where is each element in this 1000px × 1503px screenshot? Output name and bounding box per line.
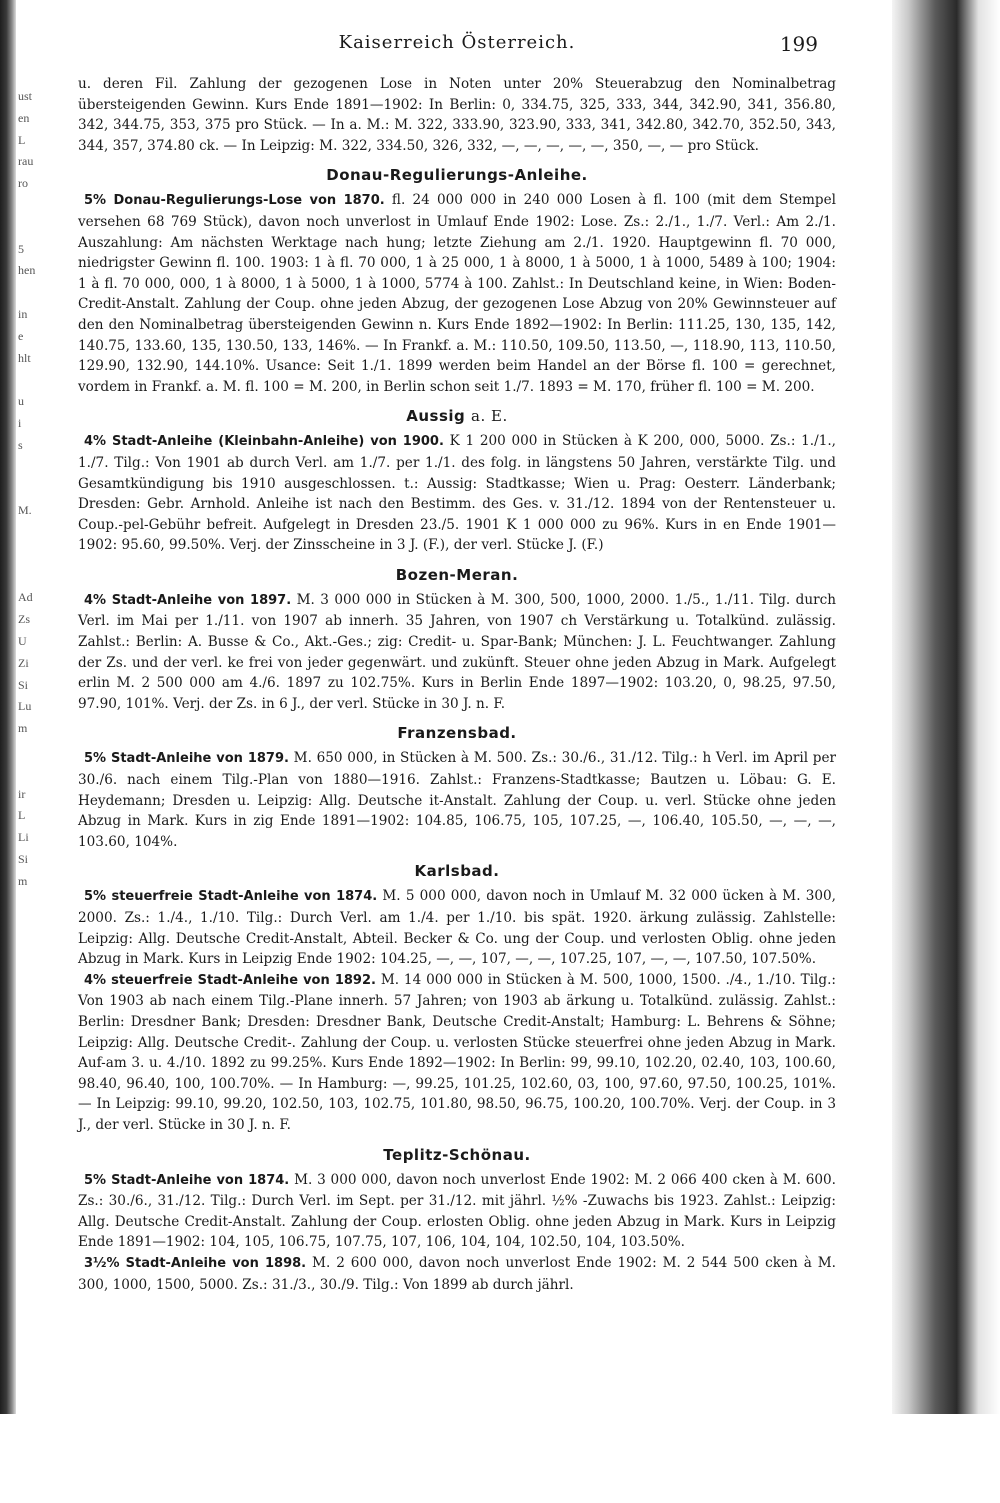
section-heading-text: Bozen-Meran. — [395, 565, 519, 584]
sections-container — [78, 166, 836, 1295]
loan-entry — [78, 748, 836, 852]
loan-title: 5% Stadt-Anleihe von 1874. — [84, 1172, 290, 1188]
margin-fragment: Lu — [18, 699, 32, 714]
section-heading-text: Aussig — [406, 407, 466, 426]
margin-fragment — [18, 1307, 68, 1329]
loan-title: 4% steuerfreie Stadt-Anleihe von 1892. — [84, 972, 376, 988]
margin-fragment: en — [18, 110, 30, 125]
margin-fragment — [18, 1176, 68, 1198]
margin-fragment: Si — [18, 677, 29, 692]
margin-fragment: m — [18, 721, 28, 736]
running-head — [78, 32, 836, 60]
section-heading — [78, 407, 836, 425]
margin-fragment — [18, 1089, 68, 1111]
margin-fragment — [18, 282, 68, 304]
margin-fragment — [18, 478, 68, 500]
loan-entry — [78, 1253, 836, 1295]
margin-fragment — [18, 1241, 68, 1263]
margin-fragment: Si — [18, 851, 29, 866]
margin-fragment — [18, 892, 68, 914]
margin-fragment — [18, 1416, 68, 1438]
margin-fragment: rau — [18, 154, 34, 169]
margin-fragment — [18, 1001, 68, 1023]
loan-title: 4% Stadt-Anleihe (Kleinbahn-Anleihe) von 1900. — [84, 434, 444, 450]
margin-fragment — [18, 1154, 68, 1176]
loan-title: 5% steuerfreie Stadt-Anleihe von 1874. — [84, 889, 378, 905]
loan-entry — [78, 431, 836, 556]
loan-details: M. 2 600 000, davon noch unverlost Ende 1902: M. 2 544 500 cken à M. 300, 1000, 1500, 5000. Zs.: 31./3., 30./9. Tilg.: Von 1899 ab durch jährl. — [78, 1254, 836, 1293]
margin-fragment: 5 — [18, 241, 24, 256]
section-heading-text: Donau-Regulierungs-Anleihe. — [326, 166, 588, 185]
margin-fragment: Li — [18, 830, 29, 845]
page-number: 199 — [779, 32, 818, 56]
margin-fragment — [18, 762, 68, 784]
loan-title: 3½% Stadt-Anleihe von 1898. — [84, 1255, 307, 1271]
margin-fragment — [18, 217, 68, 239]
margin-fragment: hen — [18, 263, 36, 278]
section-heading — [78, 724, 836, 742]
margin-fragment — [18, 1481, 68, 1503]
margin-fragment — [18, 195, 68, 217]
binding-shadow-left — [0, 0, 16, 1414]
cropped-margin-fragments — [18, 86, 68, 1503]
margin-fragment — [18, 1045, 68, 1067]
margin-fragment — [18, 1328, 68, 1350]
margin-fragment: M. — [18, 503, 32, 518]
section-heading-text: Karlsbad. — [414, 862, 500, 881]
running-title: Kaiserreich Österreich. — [338, 32, 576, 53]
margin-fragment: L — [18, 132, 26, 147]
margin-fragment — [18, 369, 68, 391]
margin-fragment: ir — [18, 786, 26, 801]
loan-entry — [78, 970, 836, 1136]
margin-fragment — [18, 958, 68, 980]
loan-entry — [78, 190, 836, 397]
margin-fragment — [18, 544, 68, 566]
loan-entry — [78, 886, 836, 969]
loan-title: 4% Stadt-Anleihe von 1897. — [84, 592, 292, 608]
margin-fragment — [18, 980, 68, 1002]
margin-fragment: Zi — [18, 655, 29, 670]
margin-fragment — [18, 1132, 68, 1154]
loan-entry — [78, 1170, 836, 1253]
section-heading — [78, 166, 836, 184]
margin-fragment — [18, 1372, 68, 1394]
margin-fragment: hlt — [18, 350, 31, 365]
margin-fragment — [18, 936, 68, 958]
section-heading-text: Teplitz-Schönau. — [383, 1145, 531, 1164]
margin-fragment — [18, 522, 68, 544]
loan-title: 5% Donau-Regulierungs-Lose von 1870. — [84, 193, 385, 209]
margin-fragment — [18, 1110, 68, 1132]
margin-fragment — [18, 1067, 68, 1089]
margin-fragment — [18, 1219, 68, 1241]
margin-fragment: u — [18, 394, 24, 409]
loan-entry — [78, 590, 836, 715]
margin-fragment — [18, 566, 68, 588]
loan-details: M. 650 000, in Stücken à M. 500. Zs.: 30./6., 31./12. Tilg.: h Verl. im April per 30./6. nach einem Tilg.-Plan von 1880—1916. Zahlst.: Franzens-Stadtkasse; Bautzen u. Löbau: G. E. Heydemann; Dresden u. Leipzig: Allg. Deutsche it-Anstalt. Zahlung der Coup. u. verl. Stücke ohne jeden Abzug in Mark. Kurs in zig Ende 1891—1902: 104.85, 106.75, 105, 107.25, —, 106.40, 105.50, —, —, —, 103.60, 104%. — [78, 750, 836, 850]
loan-details: M. 3 000 000 in Stücken à M. 300, 500, 1000, 2000. 1./5., 1./11. Tilg. durch Verl. im Mai per 1./11. von 1907 ab innerh. 35 Jahren, von 1907 ch Verstärkung u. Totalkünd. zulässig. Zahlst.: Berlin: A. Busse & Co., Akt.-Ges.; zig: Credit- u. Spar-Bank; München: J. L. Feuchtwanger. Zahlung der Zs. und der verl. ke frei von jeder gegenwärt. und zukünft. Steuer ohne jeden Abzug in Mark. Aufgelegt erlin M. 2 500 000 am 4./6. 1897 zu 102.75%. Kurs in Berlin Ende 1897—1902: 103.20, 0, 98.25, 97.50, 97.90, 101%. Verj. der Zs. in 6 J., der verl. Stücke in 30 J. n. F. — [78, 591, 836, 712]
margin-fragment — [18, 1394, 68, 1416]
margin-fragment: ust — [18, 89, 33, 103]
section-heading-text: Franzensbad. — [397, 724, 517, 743]
page-column — [78, 32, 836, 1295]
margin-fragment: Ad — [18, 590, 33, 605]
margin-fragment: m — [18, 873, 28, 888]
margin-fragment: s — [18, 437, 23, 452]
margin-fragment: U — [18, 633, 27, 648]
binding-shadow-right — [892, 0, 1000, 1414]
intro-paragraph: u. deren Fil. Zahlung der gezogenen Lose in Noten unter 20% Steuerabzug den Nominalbetrag übersteigenden Gewinn. Kurs Ende 1891—1902: In Berlin: 0, 334.75, 325, 333, 344, 342.90, 341, 356.80, 342, 344.75, 353, 375 pro Stück. — In a. M.: M. 322, 333.90, 323.90, 333, 341, 342.80, 342.70, 352.50, 343, 344, 357, 374.80 ck. — In Leipzig: M. 322, 334.50, 326, 332, —, —, —, —, —, 350, —, — pro Stück. — [78, 76, 836, 154]
margin-fragment: in — [18, 306, 28, 321]
section-heading — [78, 1146, 836, 1164]
margin-fragment — [18, 1350, 68, 1372]
loan-details: M. 3 000 000, davon noch unverlost Ende 1902: M. 2 066 400 cken à M. 600. Zs.: 30./6., 31./12. Tilg.: Durch Verl. im Sept. per 31./12. mit jährl. ½% -Zuwachs bis 1923. Zahlst.: Leipzig: Allg. Deutsche Credit-Anstalt. Zahlung der Coup. erlosten Oblig. ohne jeden Abzug in Mark. Kurs in Leipzig Ende 1891—1902: 104, 105, 106.75, 107.75, 107, 106, 104, 104, 102.50, 104, 103.50%. — [78, 1171, 837, 1251]
margin-fragment: ro — [18, 176, 28, 191]
section-heading — [78, 862, 836, 880]
loan-details: K 1 200 000 in Stücken à K 200, 000, 5000. Zs.: 1./1., 1./7. Tilg.: Von 1901 ab durch Verl. am 1./7. per 1./1. des folg. in längstens 50 Jahren, verstärkte Tilg. und Gesamtkündigung bis 1910 ausgeschlossen. t.: Aussig: Stadtkasse; Wien u. Prag: Oesterr. Länderbank; Dresden: Gebr. Arnhold. Anleihe ist nach den Bestimm. des Ges. v. 31./12. 1894 von der Rentensteuer u. Coup.-pel-Gebühr befreit. Aufgelegt in Dresden 23./5. 1901 K 1 000 000 zu 96%. Kurs in en Ende 1901—1902: 95.60, 99.50%. Verj. der Zinsscheine in 3 J. (F.), der verl. Stücke J. (F.) — [78, 433, 836, 554]
margin-fragment — [18, 1459, 68, 1481]
margin-fragment: e — [18, 328, 24, 343]
margin-fragment: i — [18, 415, 22, 430]
margin-fragment — [18, 1023, 68, 1045]
margin-fragment — [18, 1437, 68, 1459]
loan-details: M. 14 000 000 in Stücken à M. 500, 1000, 1500. ./4., 1./10. Tilg.: Von 1903 ab nach einem Tilg.-Plane innerh. 57 Jahren; von 1903 ab ärkung u. Totalkünd. zulässig. Zahlst.: Berlin: Dresdner Bank; Dresden: Dresdner Bank, Deutsche Credit-Anstalt; Hamburg: L. Behrens & Söhne; Leipzig: Allg. Deutsche Credit-. Zahlung der Coup. u. verlosten Stücke steuerfrei ohne jeden Abzug in Mark. Auf-am 3. u. 4./10. 1892 zu 99.25%. Kurs Ende 1892—1902: In Berlin: 99, 99.10, 102.20, 02.40, 103, 100.60, 98.40, 96.40, 100, 100.70%. — In Hamburg: —, 99.25, 101.25, 102.60, 03, 100, 97.60, 97.50, 100.25, 101%. — In Leipzig: 99.10, 99.20, 102.50, 103, 102.75, 101.80, 98.50, 96.75, 100.20, 100.70%. Verj. der Coup. in 3 J., der verl. Stücke in 30 J. n. F. — [78, 971, 836, 1133]
margin-fragment: L — [18, 808, 26, 823]
margin-fragment — [18, 740, 68, 762]
margin-fragment — [18, 1263, 68, 1285]
margin-fragment — [18, 1285, 68, 1307]
margin-fragment — [18, 914, 68, 936]
loan-title: 5% Stadt-Anleihe von 1879. — [84, 751, 289, 767]
loan-details: fl. 24 000 000 in 240 000 Losen à fl. 100 (mit dem Stempel versehen 68 769 Stück), davon noch unverlost in Umlauf Ende 1902: Lose. Zs.: 2./1., 1./7. Verl.: Am 2./1. Auszahlung: Am nächsten Werktage nach hung; letzte Ziehung am 2./1. 1920. Hauptgewinn fl. 70 000, niedrigster Gewinn fl. 100. 1903: 1 à fl. 70 000, 1 à 25 000, 1 à 8000, 1 à 5000, 1 à 1000, 5489 à 100; 1904: 1 à fl. 70 000, 000, 1 à 8000, 1 à 5000, 1 à 1000, 5774 à 100. Zahlst.: In Deutschland keine, in Wien: Boden-Credit-Anstalt. Zahlung der Coup. ohne jeden Abzug, der gezogenen Lose Abzug von 20% Gewinnsteuer auf den den Nominalbetrag übersteigenden Gewinn n. Kurs Ende 1892—1902: In Berlin: 111.25, 130, 135, 142, 140.75, 133.60, 135, 130.50, 133, 146%. — In Frankf. a. M.: 110.50, 109.50, 113.50, —, 118.90, 113, 110.50, 129.90, 132.90, 144.10%. Usance: Seit 1./1. 1899 werden beim Handel an der Börse fl. 100 = gerechnet, vordem in Frankf. a. M. fl. 100 = M. 200, in Berlin schon seit 1./7. 1893 = M. 170, früher fl. 100 = M. 200. — [78, 192, 836, 395]
margin-fragment — [18, 457, 68, 479]
section-heading — [78, 566, 836, 584]
loan-details: M. 5 000 000, davon noch in Umlauf M. 32 000 ücken à M. 300, 2000. Zs.: 1./4., 1./10. Tilg.: Durch Verl. am 1./4. per 1./10. bis spät. 1920. ärkung zulässig. Zahlstelle: Leipzig: Allg. Deutsche Credit-Anstalt, Abteil. Becker & Co. ung der Coup. und verlosten Oblig. ohne jeden Abzug in Mark. Kurs in Leipzig Ende 1902: 104.25, —, —, 107, —, —, 107.25, 107, —, —, 107.50, 107.50%. — [78, 888, 836, 968]
margin-fragment: Zs — [18, 612, 30, 627]
margin-fragment — [18, 1198, 68, 1220]
section-heading-suffix: a. E. — [471, 407, 508, 426]
